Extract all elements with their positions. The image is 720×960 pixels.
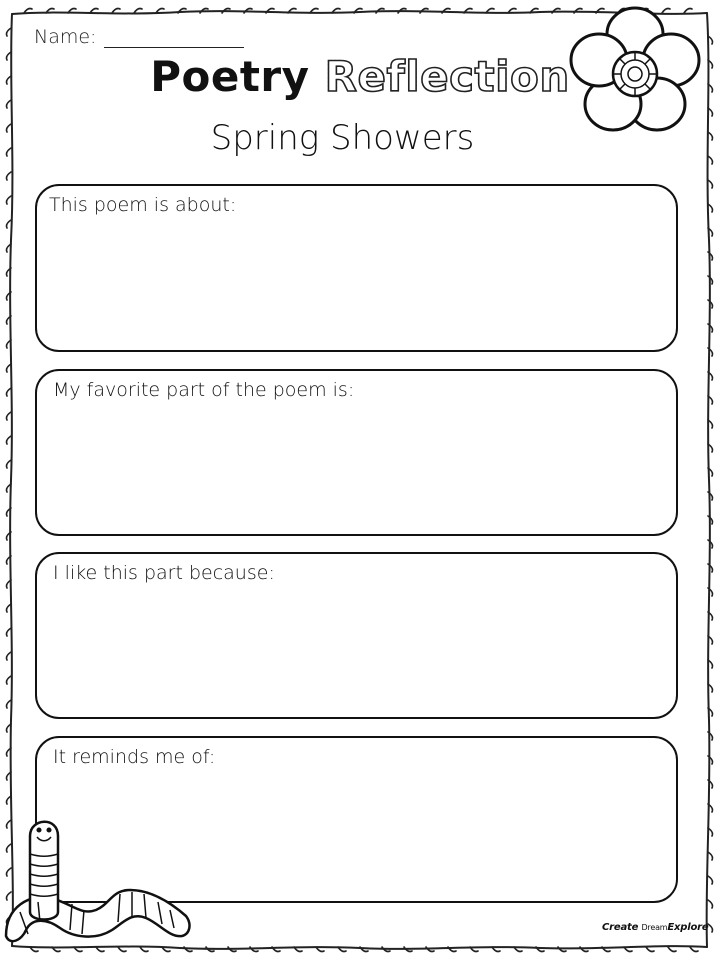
- credit-create: Create: [602, 922, 639, 933]
- page-title: [0, 52, 720, 101]
- name-field[interactable]: [104, 47, 244, 48]
- credit-dream: Dream: [641, 923, 668, 932]
- answer-box-because[interactable]: [35, 552, 678, 719]
- worm-icon: [0, 806, 200, 956]
- name-label: Name:: [34, 26, 97, 48]
- answer-box-about[interactable]: [35, 184, 678, 352]
- credit-explore: Explore: [667, 922, 709, 933]
- prompt-reminds: It reminds me of:: [53, 746, 216, 768]
- brand-credit: [602, 922, 708, 933]
- answer-box-favorite-part[interactable]: [35, 369, 678, 536]
- title-word-reflection: Reflection: [324, 52, 570, 101]
- prompt-about: This poem is about:: [49, 194, 237, 216]
- prompt-because: I like this part because:: [53, 562, 275, 584]
- title-word-poetry: Poetry: [150, 52, 310, 101]
- poem-title: Spring Showers: [210, 118, 475, 158]
- prompt-favorite-part: My favorite part of the poem is:: [53, 379, 355, 401]
